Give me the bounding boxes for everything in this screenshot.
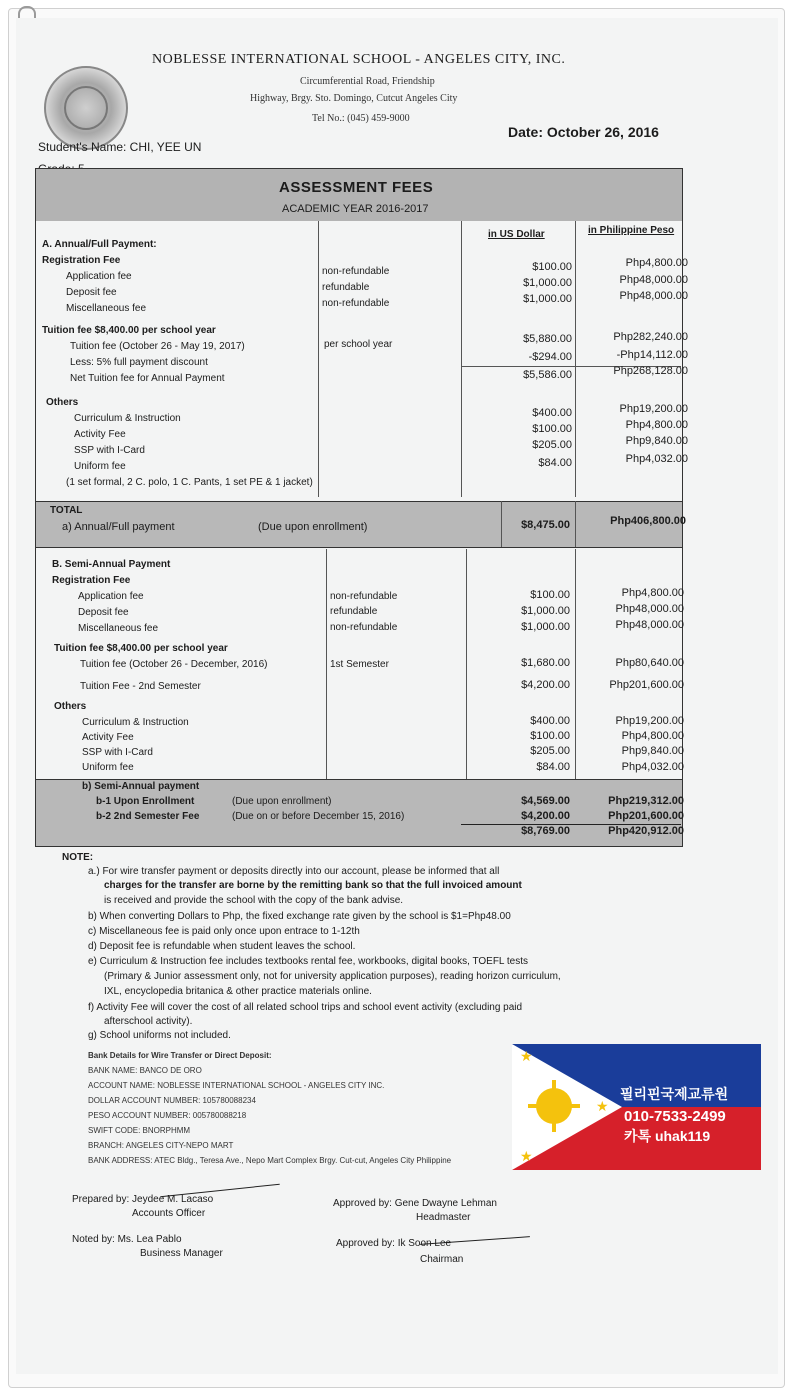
fee-usd: $4,200.00 (521, 679, 570, 691)
school-seal-icon (44, 66, 128, 150)
prepared-by-title: Accounts Officer (132, 1208, 206, 1219)
fee-usd: $205.00 (530, 745, 570, 757)
student-name: Student's Name: CHI, YEE UN (38, 140, 202, 154)
col-header-php: in Philippine Peso (588, 225, 675, 236)
fee-php: Php4,800.00 (625, 419, 688, 431)
fee-php: Php268,128.00 (613, 365, 688, 377)
fee-note: non-refundable (330, 591, 398, 602)
fee-php: Php4,032.00 (621, 761, 684, 773)
fee-usd: $1,000.00 (523, 293, 572, 305)
divider (36, 779, 682, 780)
fee-usd: $100.00 (532, 261, 572, 273)
col-header-usd: in US Dollar (488, 229, 545, 240)
fee-label: Uniform fee (74, 461, 126, 472)
notes-heading: NOTE: (62, 852, 94, 863)
fee-php: Php9,840.00 (625, 435, 688, 447)
fee-label: Application fee (66, 271, 132, 282)
star-icon: ★ (520, 1048, 533, 1064)
fee-label: Tuition Fee - 2nd Semester (80, 681, 201, 692)
bank-address: BANK ADDRESS: ATEC Bldg., Teresa Ave., Nepo Mart Complex Brgy. Cut-cut, Angeles City Philippine (88, 1156, 452, 1165)
table-subtitle: ACADEMIC YEAR 2016-2017 (282, 203, 429, 215)
fee-usd: $5,586.00 (523, 369, 572, 381)
fee-php: Php201,600.00 (609, 679, 684, 691)
fee-label: Curriculum & Instruction (82, 717, 189, 728)
fee-php: Php48,000.00 (619, 274, 688, 286)
b2-usd: $4,200.00 (521, 810, 570, 822)
section-b-others-heading: Others (54, 701, 87, 712)
fee-php: Php80,640.00 (615, 657, 684, 669)
section-a-reg-heading: Registration Fee (42, 255, 121, 266)
fee-php: -Php14,112.00 (616, 349, 688, 361)
bank-heading: Bank Details for Wire Transfer or Direct Deposit: (88, 1051, 272, 1060)
fee-php: Php19,200.00 (619, 403, 688, 415)
note-f-line2: afterschool activity). (104, 1016, 193, 1027)
star-icon: ★ (596, 1098, 609, 1114)
col-divider (575, 501, 576, 547)
bank-name: BANK NAME: BANCO DE ORO (88, 1066, 202, 1075)
fee-label: Tuition fee (October 26 - December, 2016) (80, 659, 268, 670)
fee-label: Deposit fee (66, 287, 117, 298)
fee-label: Activity Fee (74, 429, 126, 440)
b2-due: (Due on or before December 15, 2016) (232, 811, 405, 822)
school-address-line2: Highway, Brgy. Sto. Domingo, Cutcut Angeles City (250, 93, 458, 104)
total-heading: TOTAL (50, 505, 83, 516)
note-c: c) Miscellaneous fee is paid only once upon entrace to 1-12th (88, 926, 360, 937)
fee-usd: $1,000.00 (523, 277, 572, 289)
fee-usd: $1,680.00 (521, 657, 570, 669)
school-tel: Tel No.: (045) 459-9000 (312, 113, 410, 124)
fee-label: Less: 5% full payment discount (70, 357, 208, 368)
fee-note: per school year (324, 339, 393, 350)
fee-php: Php19,200.00 (615, 715, 684, 727)
fee-note: non-refundable (330, 622, 398, 633)
sun-icon (536, 1088, 572, 1124)
fee-note: 1st Semester (330, 659, 389, 670)
col-divider (575, 549, 576, 779)
school-address-line1: Circumferential Road, Friendship (300, 76, 435, 87)
fee-usd: $84.00 (536, 761, 570, 773)
advert-phone: 010-7533-2499 (624, 1108, 726, 1125)
fee-label: Curriculum & Instruction (74, 413, 181, 424)
section-b-reg-heading: Registration Fee (52, 575, 131, 586)
note-d: d) Deposit fee is refundable when student leaves the school. (88, 941, 356, 952)
fee-usd: $100.00 (532, 423, 572, 435)
section-b-tuition-heading: Tuition fee $8,400.00 per school year (54, 643, 228, 654)
fee-label: SSP with I-Card (74, 445, 145, 456)
fee-note: refundable (322, 282, 370, 293)
headmaster-title: Headmaster (416, 1212, 471, 1223)
advert-kakao: 카톡 uhak119 (624, 1128, 711, 1144)
fee-label: Miscellaneous fee (66, 303, 147, 314)
col-divider (575, 221, 576, 497)
b2-label: b-2 2nd Semester Fee (96, 811, 200, 822)
uniform-note: (1 set formal, 2 C. polo, 1 C. Pants, 1 set PE & 1 jacket) (66, 477, 313, 488)
fee-php: Php9,840.00 (621, 745, 684, 757)
b1-due: (Due upon enrollment) (232, 796, 332, 807)
chairman-title: Chairman (420, 1254, 464, 1265)
school-name: NOBLESSE INTERNATIONAL SCHOOL - ANGELES CITY, INC. (152, 52, 566, 67)
note-b: b) When converting Dollars to Php, the fixed exchange rate given by the school is $1=Php48.00 (88, 911, 511, 922)
fee-php: Php4,800.00 (621, 730, 684, 742)
total-php: Php406,800.00 (610, 515, 686, 527)
fee-usd: -$294.00 (528, 351, 572, 363)
fee-usd: $400.00 (530, 715, 570, 727)
fee-note: non-refundable (322, 298, 390, 309)
bank-dollar-account: DOLLAR ACCOUNT NUMBER: 105780088234 (88, 1096, 256, 1105)
fee-usd: $1,000.00 (521, 605, 570, 617)
prepared-by: Prepared by: Jeydee M. Lacaso (72, 1194, 214, 1205)
fee-php: Php282,240.00 (613, 331, 688, 343)
note-f-line1: f) Activity Fee will cover the cost of all related school trips and school event activity (excluding paid (88, 1002, 523, 1013)
document-date: Date: October 26, 2016 (508, 124, 659, 140)
advert-title: 필리핀국제교류원 (620, 1086, 729, 1102)
bank-peso-account: PESO ACCOUNT NUMBER: 005780088218 (88, 1111, 247, 1120)
fee-note: non-refundable (322, 266, 390, 277)
note-e-line2: (Primary & Junior assessment only, not for university application purposes), reading horizon curriculum, (104, 971, 561, 982)
fee-php: Php48,000.00 (615, 619, 684, 631)
fee-usd: $100.00 (530, 589, 570, 601)
total-label: a) Annual/Full payment (62, 521, 175, 533)
noted-by: Noted by: Ms. Lea Pablo (72, 1234, 182, 1245)
section-a-heading: A. Annual/Full Payment: (42, 239, 157, 250)
fee-php: Php48,000.00 (619, 290, 688, 302)
note-g: g) School uniforms not included. (88, 1030, 231, 1041)
section-a-tuition-heading: Tuition fee $8,400.00 per school year (42, 325, 216, 336)
col-divider (326, 549, 327, 779)
fee-label: Net Tuition fee for Annual Payment (70, 373, 225, 384)
fee-usd: $84.00 (538, 457, 572, 469)
assessment-table (35, 168, 688, 847)
fee-usd: $205.00 (532, 439, 572, 451)
col-divider (461, 221, 462, 497)
bank-swift: SWIFT CODE: BNORPHMM (88, 1126, 191, 1135)
fee-usd: $100.00 (530, 730, 570, 742)
divider (36, 501, 682, 502)
fee-php: Php4,032.00 (625, 453, 688, 465)
fee-php: Php4,800.00 (625, 257, 688, 269)
note-a-line2: charges for the transfer are borne by the remitting bank so that the full invoiced amount (104, 880, 522, 891)
fee-label: Application fee (78, 591, 144, 602)
semi-total-label: b) Semi-Annual payment (82, 781, 200, 792)
bank-branch: BRANCH: ANGELES CITY-NEPO MART (88, 1141, 234, 1150)
noted-by-title: Business Manager (140, 1248, 223, 1259)
fee-label: Tuition fee (October 26 - May 19, 2017) (70, 341, 245, 352)
semi-sum-php: Php420,912.00 (608, 825, 684, 837)
note-a-line1: a.) For wire transfer payment or deposits directly into our account, please be informed that all (88, 866, 500, 877)
note-e-line1: e) Curriculum & Instruction fee includes textbooks rental fee, workbooks, digital books, TOEFL tests (88, 956, 529, 967)
bank-account-name: ACCOUNT NAME: NOBLESSE INTERNATIONAL SCHOOL - ANGELES CITY INC. (88, 1081, 385, 1090)
b2-php: Php201,600.00 (608, 810, 684, 822)
note-e-line3: IXL, encyclopedia britanica & other practice materials online. (104, 986, 372, 997)
note-a-line3: is received and provide the school with the copy of the bank advise. (104, 895, 404, 906)
fee-label: Miscellaneous fee (78, 623, 159, 634)
fee-label: Uniform fee (82, 762, 134, 773)
fee-php: Php48,000.00 (615, 603, 684, 615)
fee-label: SSP with I-Card (82, 747, 153, 758)
star-icon: ★ (520, 1148, 533, 1164)
b1-label: b-1 Upon Enrollment (96, 796, 195, 807)
fee-label: Activity Fee (82, 732, 134, 743)
fee-usd: $400.00 (532, 407, 572, 419)
divider (36, 547, 682, 548)
fee-php: Php4,800.00 (621, 587, 684, 599)
semi-sum-usd: $8,769.00 (521, 825, 570, 837)
table-title: ASSESSMENT FEES (279, 179, 434, 196)
col-divider (318, 221, 319, 497)
fee-note: refundable (330, 606, 378, 617)
total-usd: $8,475.00 (521, 519, 570, 531)
approved-by-headmaster: Approved by: Gene Dwayne Lehman (333, 1198, 497, 1209)
philippine-flag-advert (512, 1044, 761, 1170)
approved-by-chairman: Approved by: Ik Soon Lee (336, 1238, 452, 1249)
b1-usd: $4,569.00 (521, 795, 570, 807)
fee-label: Deposit fee (78, 607, 129, 618)
b1-php: Php219,312.00 (608, 795, 684, 807)
fee-usd: $1,000.00 (521, 621, 570, 633)
fee-usd: $5,880.00 (523, 333, 572, 345)
section-a-others-heading: Others (46, 397, 79, 408)
total-due: (Due upon enrollment) (258, 521, 368, 533)
section-b-heading: B. Semi-Annual Payment (52, 559, 171, 570)
